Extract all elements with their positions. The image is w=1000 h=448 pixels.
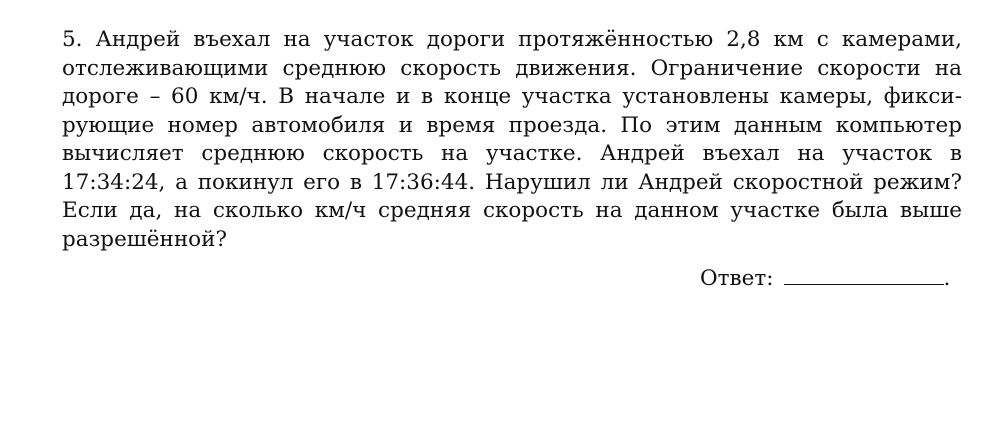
answer-row [700,264,962,294]
answer-period: . [943,266,951,291]
problem-line: разрешённой? [62,226,227,252]
problem-text [62,26,962,254]
problem-line: дороге – 60 км/ч. В начале и в конце участка установлены камеры, фикси- [62,84,962,109]
problem-line: вычисляет среднюю скорость на участке. Андрей въехал на участок в [62,141,962,166]
answer-blank-line[interactable] [784,264,944,285]
problem-line: Если да, на сколько км/ч средняя скорость на данном участке была выше [62,198,962,223]
problem-line: 17:34:24, а покинул его в 17:36:44. Нарушил ли Андрей скоростной режим? [62,169,962,195]
answer-label: Ответ: [700,266,774,291]
problem-line: рующие номер автомобиля и время проезда. По этим данным компьютер [62,112,962,138]
problem-line: 5. Андрей въехал на участок дороги протяжённостью 2,8 км с камерами, [62,27,962,52]
problem-line: отслеживающими среднюю скорость движения. Ограничение скорости на [62,55,962,81]
